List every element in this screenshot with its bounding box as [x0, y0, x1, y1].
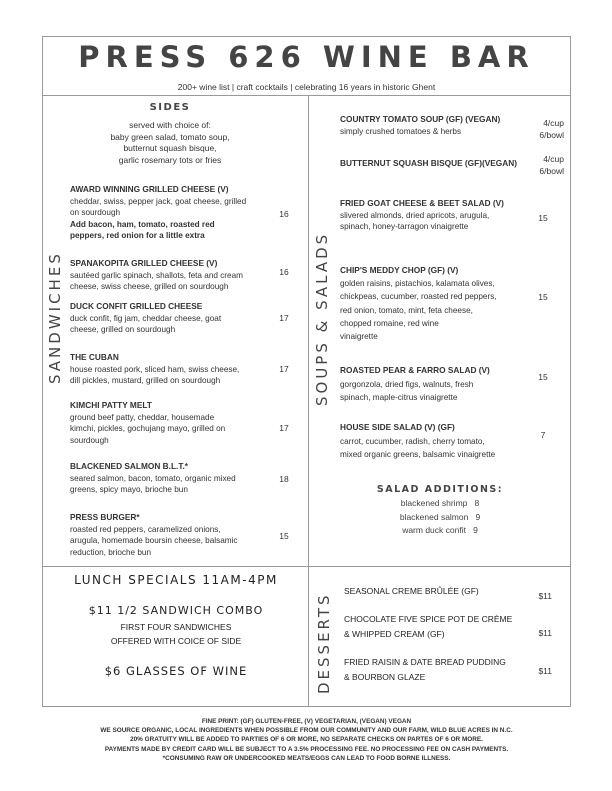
item-description: cheddar, swiss, pepper jack, goat cheese, grilled: [70, 196, 247, 206]
item-description: ground beef patty, cheddar, housemade: [70, 412, 215, 422]
item-description: house roasted pork, sliced ham, swiss cheese,: [70, 364, 240, 374]
wine-special: $6 GLASSES OF WINE: [104, 664, 248, 678]
item-name: HOUSE SIDE SALAD (V) (GF): [340, 422, 455, 432]
salad-addition: [345, 498, 535, 508]
fine-print: [42, 717, 571, 763]
item-name: SPANAKOPITA GRILLED CHEESE (V): [70, 258, 218, 268]
item-addon: peppers, red onion for a little extra: [70, 231, 205, 240]
addition-price: 8: [474, 498, 480, 508]
sides-intro-line: baby green salad, tomato soup,: [110, 131, 230, 142]
combo-detail: FIRST FOUR SANDWICHES: [120, 622, 232, 632]
menu-item: [340, 198, 530, 233]
header-divider: [42, 95, 571, 96]
addition-name: warm duck confit: [402, 525, 466, 535]
dessert-name: CHOCOLATE FIVE SPICE POT DE CRÈME: [344, 614, 513, 624]
item-price: 18: [279, 474, 289, 484]
item-price: [526, 118, 564, 141]
lower-divider: [42, 566, 571, 567]
sides-intro-line: butternut squash bisque,: [123, 143, 217, 153]
item-name: BLACKENED SALMON B.L.T.*: [70, 461, 188, 471]
combo-detail: OFFERED WITH COICE OF SIDE: [110, 636, 242, 646]
item-description: dill pickles, mustard, grilled on sourdough: [70, 376, 221, 385]
dessert-name: FRIED RAISIN & DATE BREAD PUDDING: [344, 657, 506, 667]
addition-name: blackened shrimp: [400, 498, 468, 508]
item-description: slivered almonds, dried apricots, arugula,: [340, 210, 490, 220]
sandwiches-heading: SANDWICHES: [46, 251, 64, 384]
menu-item: [340, 264, 530, 343]
menu-item: [70, 461, 275, 496]
price-bowl: 6/bowl: [539, 129, 564, 140]
item-price: 15: [279, 531, 289, 541]
dessert-name: & BOURBON GLAZE: [344, 671, 426, 682]
menu-item: [340, 114, 530, 137]
item-description: spinach, maple-citrus vinaigrette: [340, 393, 458, 402]
menu-item: [340, 158, 530, 170]
fine-print-line: PAYMENTS MADE BY CREDIT CARD WILL BE SUBJECT TO A 3.5% PROCESSING FEE. NO PROCESSING FEE ON CASH PAYMENTS.: [104, 745, 509, 753]
lunch-combo: $11 1/2 SANDWICH COMBO: [88, 604, 264, 617]
item-description: vinaigrette: [340, 332, 378, 342]
menu-item: [70, 400, 275, 446]
item-name: CHIP'S MEDDY CHOP (GF) (V): [340, 265, 459, 275]
item-description: seared salmon, bacon, tomato, organic mixed: [70, 473, 236, 483]
menu-item: [70, 258, 275, 293]
menu-item: [70, 352, 275, 387]
dessert-price: $11: [538, 628, 552, 638]
item-description: cheese, swiss cheese, grilled on sourdough: [70, 282, 229, 291]
item-description: gorgonzola, dried figs, walnuts, fresh: [340, 379, 474, 389]
addition-name: blackened salmon: [399, 512, 469, 522]
item-name: COUNTRY TOMATO SOUP (GF) (VEGAN): [340, 114, 501, 124]
item-price: 16: [279, 209, 289, 219]
item-price: 16: [279, 267, 289, 277]
sides-intro: [80, 120, 260, 166]
addition-price: 9: [473, 525, 478, 535]
soups-salads-heading: SOUPS & SALADS: [313, 231, 331, 406]
dessert-name: & WHIPPED CREAM (GF): [344, 628, 445, 639]
item-name: DUCK CONFIT GRILLED CHEESE: [70, 301, 203, 311]
item-description: carrot, cucumber, radish, cherry tomato,: [340, 436, 485, 446]
price-cup: 4/cup: [543, 118, 564, 128]
item-description: mixed organic greens, balsamic vinaigrette: [340, 450, 496, 459]
item-description: cheese, grilled on sourdough: [70, 325, 176, 334]
item-price: 17: [279, 423, 289, 433]
sides-intro-line: garlic rosemary tots or fries: [118, 154, 222, 165]
menu-item: [70, 301, 275, 336]
item-price: 15: [538, 372, 548, 382]
item-description: golden raisins, pistachios, kalamata olives,: [340, 279, 495, 289]
fine-print-line: FINE PRINT: (GF) GLUTEN-FREE, (V) VEGETARIAN, (VEGAN) VEGAN: [201, 718, 412, 725]
item-price: 17: [279, 313, 289, 323]
dessert-price: $11: [538, 666, 552, 676]
item-description: arugula, homemade boursin cheese, balsamic: [70, 536, 238, 545]
desserts-heading: DESSERTS: [315, 592, 333, 694]
salad-additions-title: SALAD ADDITIONS:: [376, 484, 504, 495]
dessert-item: [344, 584, 514, 599]
item-price: 17: [279, 364, 289, 374]
salad-addition: [345, 512, 535, 522]
item-description: duck confit, fig jam, cheddar cheese, goat: [70, 313, 222, 323]
lunch-specials-title: LUNCH SPECIALS 11AM-4PM: [74, 573, 278, 587]
item-price: 15: [538, 292, 548, 302]
sides-intro-line: served with choice of:: [129, 120, 211, 130]
salad-addition: [345, 525, 535, 535]
item-description: roasted red peppers, caramelized onions,: [70, 524, 221, 534]
item-addon: Add bacon, ham, tomato, roasted red: [70, 219, 215, 229]
menu-item: [340, 421, 530, 462]
fine-print-line: 20% GRATUITY WILL BE ADDED TO PARTIES OF 6 OR MORE, NO SEPARATE CHECKS ON PARTES OF 6 OR MORE.: [130, 736, 483, 744]
fine-print-line: WE SOURCE ORGANIC, LOCAL INGREDIENTS WHEN POSSIBLE FROM OUR COMMUNITY AND OUR FARM, WILD BLUE ACRES IN N.C.: [100, 727, 513, 735]
item-price: 15: [538, 213, 548, 223]
item-name: PRESS BURGER*: [70, 512, 140, 522]
item-description: red onion, tomato, mint, feta cheese,: [340, 305, 473, 315]
item-name: THE CUBAN: [70, 352, 119, 362]
dessert-item: [344, 612, 514, 641]
dessert-name: SEASONAL CREME BRÛLÉE (GF): [344, 586, 479, 596]
fine-print-line: *CONSUMING RAW OR UNDERCOOKED MEATS/EGGS CAN LEAD TO FOOD BORNE ILLNESS.: [162, 754, 451, 762]
dessert-price: $11: [538, 591, 552, 601]
item-price: 7: [540, 430, 546, 440]
item-description: on sourdough: [70, 208, 121, 217]
item-name: FRIED GOAT CHEESE & BEET SALAD (V): [340, 198, 504, 208]
price-cup: 4/cup: [543, 154, 564, 164]
item-description: sourdough: [70, 435, 109, 445]
price-bowl: 6/bowl: [539, 165, 564, 176]
item-description: spinach, honey-tarragon vinaigrette: [340, 222, 469, 231]
item-name: BUTTERNUT SQUASH BISQUE (GF)(VEGAN): [340, 158, 517, 168]
item-description: greens, spicy mayo, brioche bun: [70, 485, 188, 494]
item-name: KIMCHI PATTY MELT: [70, 400, 152, 410]
menu-item: [70, 184, 275, 242]
page-title: PRESS 626 WINE BAR: [78, 40, 535, 74]
item-description: chickpeas, cucumber, roasted red peppers,: [340, 292, 497, 302]
item-description: kimchi, pickles, gochujang mayo, grilled on: [70, 424, 226, 433]
subtitle: 200+ wine list | craft cocktails | celebrating 16 years in historic Ghent: [177, 82, 436, 92]
addition-price: 9: [475, 512, 481, 522]
sides-title: SIDES: [149, 102, 191, 113]
menu-item: [340, 364, 530, 405]
item-price: [526, 154, 564, 177]
dessert-item: [344, 655, 514, 684]
item-description: reduction, brioche bun: [70, 547, 152, 557]
menu-item: [70, 512, 275, 558]
item-description: simply crushed tomatoes & herbs: [340, 126, 462, 136]
item-description: sautéed garlic spinach, shallots, feta and cream: [70, 270, 243, 280]
item-description: chopped romaine, red wine: [340, 318, 439, 328]
item-name: AWARD WINNING GRILLED CHEESE (V): [70, 184, 229, 194]
item-name: ROASTED PEAR & FARRO SALAD (V): [340, 365, 490, 375]
